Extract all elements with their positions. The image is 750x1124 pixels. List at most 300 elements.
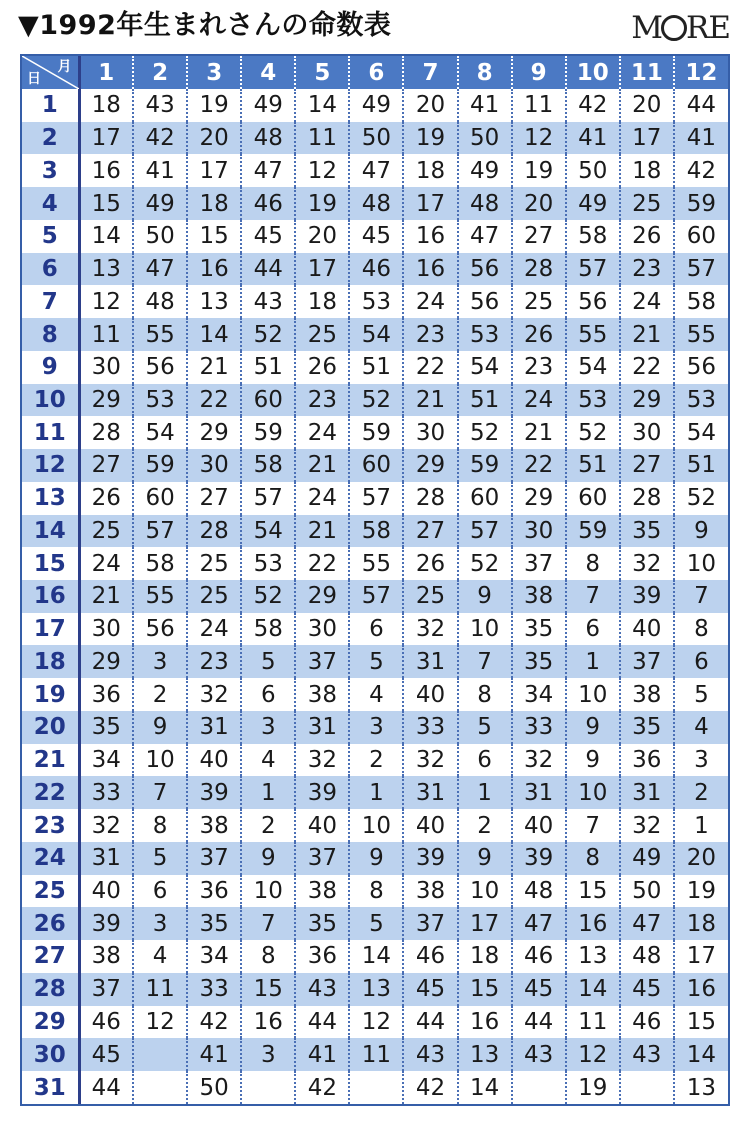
table-body	[22, 89, 728, 1104]
number-cell: 45	[79, 1038, 133, 1071]
number-cell: 17	[187, 154, 241, 187]
number-cell: 50	[566, 154, 620, 187]
number-cell: 49	[566, 187, 620, 220]
day-label: 26	[22, 907, 79, 940]
number-cell: 14	[187, 318, 241, 351]
day-label: 25	[22, 875, 79, 908]
number-cell: 3	[241, 1038, 295, 1071]
number-cell: 18	[458, 940, 512, 973]
number-cell: 12	[566, 1038, 620, 1071]
number-cell: 16	[79, 154, 133, 187]
number-cell: 27	[79, 449, 133, 482]
number-cell: 8	[674, 613, 728, 646]
number-cell: 46	[403, 940, 457, 973]
number-cell: 24	[620, 285, 674, 318]
number-cell: 30	[187, 449, 241, 482]
number-cell: 50	[187, 1071, 241, 1104]
number-cell: 52	[241, 580, 295, 613]
number-cell: 41	[295, 1038, 349, 1071]
table-row	[22, 809, 728, 842]
number-cell: 18	[295, 285, 349, 318]
number-cell: 34	[512, 678, 566, 711]
number-cell: 29	[187, 416, 241, 449]
number-cell: 13	[187, 285, 241, 318]
number-cell: 31	[620, 776, 674, 809]
number-cell: 35	[187, 907, 241, 940]
number-cell: 24	[187, 613, 241, 646]
number-cell: 37	[295, 842, 349, 875]
number-cell: 34	[79, 744, 133, 777]
number-cell: 24	[512, 384, 566, 417]
table-row	[22, 1006, 728, 1039]
number-cell: 27	[620, 449, 674, 482]
day-label: 24	[22, 842, 79, 875]
number-cell: 1	[349, 776, 403, 809]
table-row	[22, 645, 728, 678]
number-cell: 28	[187, 515, 241, 548]
number-cell: 14	[349, 940, 403, 973]
number-cell	[349, 1071, 403, 1104]
number-cell: 58	[349, 515, 403, 548]
number-cell: 37	[295, 645, 349, 678]
number-cell: 50	[620, 875, 674, 908]
page-title: ▼1992年生まれさんの命数表	[18, 10, 392, 41]
number-cell: 60	[674, 220, 728, 253]
number-cell: 8	[349, 875, 403, 908]
number-cell: 42	[403, 1071, 457, 1104]
number-cell: 20	[295, 220, 349, 253]
number-cell: 50	[349, 122, 403, 155]
number-cell: 22	[295, 547, 349, 580]
number-cell: 39	[512, 842, 566, 875]
number-cell: 31	[403, 776, 457, 809]
number-cell: 26	[295, 351, 349, 384]
table-row	[22, 580, 728, 613]
number-cell: 29	[620, 384, 674, 417]
month-header-5: 5	[295, 56, 349, 89]
number-cell: 24	[295, 416, 349, 449]
number-cell: 58	[241, 449, 295, 482]
table-row	[22, 875, 728, 908]
table-row	[22, 613, 728, 646]
number-cell: 32	[79, 809, 133, 842]
number-cell: 17	[403, 187, 457, 220]
number-cell: 54	[241, 515, 295, 548]
number-cell: 40	[403, 809, 457, 842]
number-cell: 58	[566, 220, 620, 253]
number-cell: 19	[566, 1071, 620, 1104]
number-cell: 24	[403, 285, 457, 318]
number-cell: 1	[674, 809, 728, 842]
number-cell: 44	[295, 1006, 349, 1039]
month-header-9: 9	[512, 56, 566, 89]
number-cell: 57	[241, 482, 295, 515]
number-cell: 10	[133, 744, 187, 777]
number-cell: 32	[620, 809, 674, 842]
table-row	[22, 940, 728, 973]
number-cell: 57	[674, 253, 728, 286]
number-cell: 59	[458, 449, 512, 482]
number-cell: 14	[79, 220, 133, 253]
number-cell: 52	[241, 318, 295, 351]
table-row	[22, 678, 728, 711]
number-cell: 19	[295, 187, 349, 220]
number-cell: 22	[403, 351, 457, 384]
number-cell: 31	[79, 842, 133, 875]
number-cell: 30	[295, 613, 349, 646]
number-cell: 16	[403, 253, 457, 286]
number-cell: 50	[133, 220, 187, 253]
table-row	[22, 416, 728, 449]
number-cell: 5	[241, 645, 295, 678]
number-cell: 58	[674, 285, 728, 318]
number-cell: 6	[133, 875, 187, 908]
table-row	[22, 89, 728, 122]
number-cell: 24	[295, 482, 349, 515]
number-cell: 59	[674, 187, 728, 220]
number-cell: 46	[241, 187, 295, 220]
number-cell: 25	[79, 515, 133, 548]
logo-o-ring-icon	[661, 15, 687, 41]
number-cell: 59	[349, 416, 403, 449]
number-cell: 3	[133, 645, 187, 678]
number-cell: 43	[403, 1038, 457, 1071]
number-cell: 2	[674, 776, 728, 809]
number-cell: 3	[349, 711, 403, 744]
logo-suffix: RE	[686, 10, 730, 46]
day-label: 15	[22, 547, 79, 580]
number-cell: 35	[79, 711, 133, 744]
number-cell: 2	[349, 744, 403, 777]
number-cell: 51	[241, 351, 295, 384]
number-cell: 53	[674, 384, 728, 417]
number-cell: 48	[349, 187, 403, 220]
day-label: 8	[22, 318, 79, 351]
number-cell: 8	[458, 678, 512, 711]
number-cell: 43	[241, 285, 295, 318]
number-cell: 45	[349, 220, 403, 253]
number-cell: 47	[458, 220, 512, 253]
number-cell: 48	[620, 940, 674, 973]
day-label: 21	[22, 744, 79, 777]
number-cell: 44	[674, 89, 728, 122]
number-cell: 56	[133, 613, 187, 646]
number-cell: 28	[79, 416, 133, 449]
number-cell: 7	[458, 645, 512, 678]
number-cell: 20	[187, 122, 241, 155]
number-cell: 16	[458, 1006, 512, 1039]
number-cell: 30	[512, 515, 566, 548]
number-cell: 51	[349, 351, 403, 384]
number-table	[22, 56, 728, 1104]
number-cell: 29	[403, 449, 457, 482]
number-cell: 2	[458, 809, 512, 842]
number-cell: 4	[241, 744, 295, 777]
number-cell: 55	[674, 318, 728, 351]
number-cell: 55	[133, 318, 187, 351]
number-cell: 35	[295, 907, 349, 940]
day-label: 27	[22, 940, 79, 973]
number-cell: 10	[349, 809, 403, 842]
number-cell: 12	[295, 154, 349, 187]
month-header-row	[22, 56, 728, 89]
number-cell: 23	[620, 253, 674, 286]
number-cell: 53	[241, 547, 295, 580]
number-cell: 40	[620, 613, 674, 646]
table-row	[22, 515, 728, 548]
number-cell: 31	[512, 776, 566, 809]
number-cell: 22	[620, 351, 674, 384]
table-row	[22, 744, 728, 777]
number-cell: 29	[79, 645, 133, 678]
month-header-8: 8	[458, 56, 512, 89]
number-cell: 27	[403, 515, 457, 548]
number-cell: 49	[620, 842, 674, 875]
number-cell: 11	[79, 318, 133, 351]
number-cell: 45	[512, 973, 566, 1006]
number-cell: 5	[458, 711, 512, 744]
number-cell: 26	[79, 482, 133, 515]
number-cell: 59	[241, 416, 295, 449]
month-header-12: 12	[674, 56, 728, 89]
day-label: 7	[22, 285, 79, 318]
day-label: 20	[22, 711, 79, 744]
number-cell: 10	[674, 547, 728, 580]
number-cell: 37	[620, 645, 674, 678]
number-cell: 52	[458, 547, 512, 580]
table-row	[22, 776, 728, 809]
number-cell: 23	[403, 318, 457, 351]
number-cell: 39	[79, 907, 133, 940]
number-cell: 21	[79, 580, 133, 613]
number-cell: 44	[241, 253, 295, 286]
table-row	[22, 220, 728, 253]
number-cell: 3	[133, 907, 187, 940]
number-cell: 29	[79, 384, 133, 417]
number-cell: 37	[512, 547, 566, 580]
number-cell: 22	[512, 449, 566, 482]
logo-prefix: M	[631, 10, 663, 46]
number-cell: 45	[403, 973, 457, 1006]
number-cell: 56	[133, 351, 187, 384]
number-cell: 19	[187, 89, 241, 122]
number-cell: 7	[566, 809, 620, 842]
number-cell: 33	[512, 711, 566, 744]
more-logo	[631, 12, 730, 44]
number-cell: 54	[133, 416, 187, 449]
number-cell: 18	[674, 907, 728, 940]
number-cell: 15	[674, 1006, 728, 1039]
number-cell: 43	[295, 973, 349, 1006]
number-cell: 56	[458, 285, 512, 318]
number-cell: 9	[674, 515, 728, 548]
number-cell: 54	[566, 351, 620, 384]
number-cell: 42	[187, 1006, 241, 1039]
number-cell: 7	[133, 776, 187, 809]
number-cell: 44	[512, 1006, 566, 1039]
number-cell: 38	[295, 875, 349, 908]
number-cell: 58	[133, 547, 187, 580]
number-cell: 57	[458, 515, 512, 548]
number-cell: 25	[295, 318, 349, 351]
number-cell: 47	[349, 154, 403, 187]
number-cell: 10	[458, 613, 512, 646]
number-cell: 15	[566, 875, 620, 908]
number-cell: 18	[403, 154, 457, 187]
number-cell: 51	[458, 384, 512, 417]
number-cell: 15	[458, 973, 512, 1006]
number-cell	[512, 1071, 566, 1104]
number-cell: 39	[620, 580, 674, 613]
number-cell: 43	[133, 89, 187, 122]
number-cell: 56	[458, 253, 512, 286]
number-cell: 58	[241, 613, 295, 646]
number-cell: 5	[133, 842, 187, 875]
number-cell: 57	[566, 253, 620, 286]
number-cell: 17	[79, 122, 133, 155]
corner-cell	[22, 56, 79, 89]
number-cell: 26	[403, 547, 457, 580]
number-cell: 17	[295, 253, 349, 286]
number-cell: 34	[187, 940, 241, 973]
number-cell: 11	[512, 89, 566, 122]
number-cell: 52	[566, 416, 620, 449]
number-cell: 10	[566, 678, 620, 711]
number-cell: 12	[349, 1006, 403, 1039]
number-cell: 46	[620, 1006, 674, 1039]
number-cell: 19	[512, 154, 566, 187]
number-cell: 33	[403, 711, 457, 744]
number-cell: 28	[403, 482, 457, 515]
month-header-4: 4	[241, 56, 295, 89]
number-cell: 27	[187, 482, 241, 515]
number-cell: 48	[512, 875, 566, 908]
destiny-number-table	[20, 54, 730, 1106]
day-label: 2	[22, 122, 79, 155]
table-row	[22, 482, 728, 515]
number-cell: 55	[349, 547, 403, 580]
number-cell: 29	[512, 482, 566, 515]
number-cell: 14	[674, 1038, 728, 1071]
day-label: 18	[22, 645, 79, 678]
number-cell: 41	[187, 1038, 241, 1071]
number-cell: 21	[187, 351, 241, 384]
number-cell: 21	[295, 449, 349, 482]
day-label: 11	[22, 416, 79, 449]
number-cell: 14	[458, 1071, 512, 1104]
number-cell: 55	[566, 318, 620, 351]
number-cell: 35	[620, 515, 674, 548]
number-cell: 60	[566, 482, 620, 515]
number-cell: 53	[349, 285, 403, 318]
number-cell: 23	[295, 384, 349, 417]
number-cell: 25	[403, 580, 457, 613]
table-row	[22, 122, 728, 155]
number-cell: 27	[512, 220, 566, 253]
number-cell: 9	[458, 580, 512, 613]
table-row	[22, 154, 728, 187]
day-label: 14	[22, 515, 79, 548]
number-cell: 49	[349, 89, 403, 122]
number-cell: 60	[458, 482, 512, 515]
number-cell: 17	[620, 122, 674, 155]
day-label: 3	[22, 154, 79, 187]
number-cell: 40	[187, 744, 241, 777]
month-header-1: 1	[79, 56, 133, 89]
number-cell: 21	[512, 416, 566, 449]
number-cell: 14	[295, 89, 349, 122]
number-cell: 6	[566, 613, 620, 646]
number-cell: 37	[79, 973, 133, 1006]
number-cell: 18	[79, 89, 133, 122]
month-header-3: 3	[187, 56, 241, 89]
number-cell: 52	[458, 416, 512, 449]
number-cell: 30	[403, 416, 457, 449]
number-cell: 16	[241, 1006, 295, 1039]
number-cell: 24	[79, 547, 133, 580]
number-cell: 40	[512, 809, 566, 842]
day-label: 12	[22, 449, 79, 482]
month-header-11: 11	[620, 56, 674, 89]
number-cell: 38	[79, 940, 133, 973]
number-cell: 17	[458, 907, 512, 940]
number-cell: 11	[349, 1038, 403, 1071]
number-cell: 41	[133, 154, 187, 187]
number-cell: 4	[349, 678, 403, 711]
number-cell: 10	[241, 875, 295, 908]
number-cell: 32	[403, 744, 457, 777]
number-cell: 18	[187, 187, 241, 220]
number-cell: 18	[620, 154, 674, 187]
day-label: 31	[22, 1071, 79, 1104]
number-cell: 36	[79, 678, 133, 711]
number-cell: 41	[674, 122, 728, 155]
number-cell: 10	[458, 875, 512, 908]
number-cell: 47	[133, 253, 187, 286]
number-cell: 32	[512, 744, 566, 777]
number-cell: 40	[295, 809, 349, 842]
number-cell: 49	[241, 89, 295, 122]
number-cell: 16	[187, 253, 241, 286]
number-cell: 38	[403, 875, 457, 908]
number-cell: 48	[133, 285, 187, 318]
number-cell: 57	[133, 515, 187, 548]
number-cell: 35	[512, 645, 566, 678]
number-cell: 39	[187, 776, 241, 809]
table-row	[22, 907, 728, 940]
title-bar	[0, 0, 750, 52]
table-row	[22, 187, 728, 220]
number-cell: 26	[512, 318, 566, 351]
number-cell: 31	[403, 645, 457, 678]
number-cell: 22	[187, 384, 241, 417]
number-cell: 7	[674, 580, 728, 613]
number-cell: 11	[566, 1006, 620, 1039]
number-cell: 53	[566, 384, 620, 417]
number-cell: 5	[349, 907, 403, 940]
number-cell: 39	[403, 842, 457, 875]
number-cell: 32	[403, 613, 457, 646]
number-cell: 48	[241, 122, 295, 155]
number-cell: 36	[620, 744, 674, 777]
number-cell	[133, 1071, 187, 1104]
corner-month-label: 月	[57, 59, 72, 75]
number-cell: 42	[295, 1071, 349, 1104]
number-cell: 30	[79, 351, 133, 384]
table-row	[22, 318, 728, 351]
number-cell: 8	[133, 809, 187, 842]
number-cell: 14	[566, 973, 620, 1006]
